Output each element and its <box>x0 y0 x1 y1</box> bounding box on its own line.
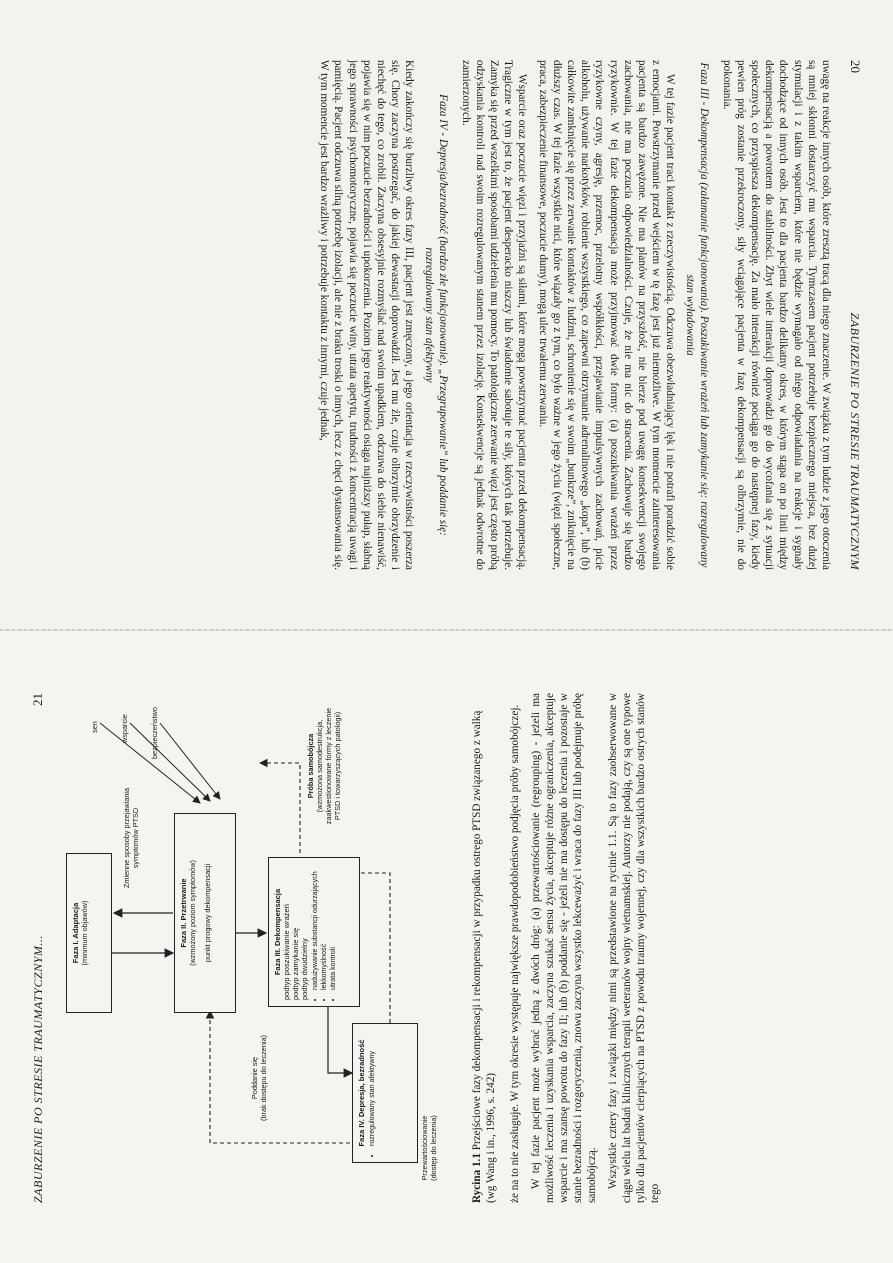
faza-3-bullets <box>311 864 338 1000</box>
faza-3-item: podtyp dwudzielny <box>300 938 309 1000</box>
box-faza-2 <box>174 813 236 1013</box>
faza-1-subtitle: (minimum objawów) <box>80 900 89 966</box>
proba-subtitle: (wzmożona samodestrukcja, zaakwestionowane formy z leczenie PTSD i towarzyszących patologii) <box>315 707 342 825</box>
paragraph: Wszystkie cztery fazy i związki między nimi są przedstawione na rycinie 1.1. Są to fazy zaobserwowane w ciągu wielu lat badań klinicznych terapii weteranów wojny wietnamskiej. Autorzy nie podają, czy są one typowe tylko dla pacjentów cierpiących na PTSD z powodu traumy wojennej, czy dla wszystkich bardzo ostrych stanów tego <box>606 693 662 1203</box>
arrow-suicide <box>260 763 300 853</box>
running-head-title: ZABURZENIE PO STRESIE TRAUMATYCZNYM... <box>31 935 45 1203</box>
section-heading-phase-3: Faza III - Dekompensacja (załamanie funkcjonowania). Poszukiwanie wrażeń lub zamykanie się: rozregulowany stan wyładowania <box>684 62 711 568</box>
page-21 <box>0 631 893 1263</box>
label-sen: sen <box>90 721 99 733</box>
paragraph: W tej fazie pacjent może wybrać jedną z dwóch dróg: (a) przewartościowanie (regrouping) - jeżeli ma możliwość leczenia i uzyskania wsparcia, zaczyna szukać sensu życia, akceptuje różne ograniczenia, akceptuje wsparcie i ma szansę powrotu do fazy II; lub (b) poddanie się - jeżeli nie ma dostępu do leczenia i pozostaje w stanie bezradności i rozgoryczenia, znowu zaczyna wszystko lekceważyć i wraca do fazy III lub podejmuje próbę samobójczą. <box>529 693 599 1203</box>
figure-1-1-diagram <box>60 693 460 1203</box>
faza-3-bullet: • nadużywanie substancji odurzających <box>311 864 320 990</box>
faza-2-subtitle: (wzmożony poziom symptomów) <box>188 860 197 966</box>
section-heading-phase-4: Faza IV - Depresja/bezradność (bardzo złe funkcjonowanie). „Przegrupowanie” lub poddanie się: rozregulowany stan afektywny <box>423 94 450 536</box>
paragraph: że na to nie zasługuje. W tym okresie występuje największe prawdopodobieństwo podjęcia próby samobójczej. <box>509 704 522 1203</box>
faza-4-bullet: • rozregulowany stan afektywny <box>368 1030 377 1146</box>
paragraph: uwagę na reakcje innych osób, które zresztą tracą dla niego znaczenie. W związku z tym ludzie z jego otoczenia są mniej skłonni dostarczyć mu wsparcia. Tymczasem pacjent potrzebuje bezpiecznego miejsca, bez dużej stymulacji i z takim wsparciem, które nie będzie wymagało od niego odpowiadania na reakcje i sygnały dochodzące od innych osób. Jest to dla pacjenta bardzo delikatny okres, w którym stąpa on po linii między dekompensacją a powrotem do stabilności. Zbyt wiele interakcji doprowadzi go do wycofania się z sytuacji społecznych, co przyspiesza dekompensację. Za mało interakcji również pociąga go do następnej fazy, kiedy pewien próg zostanie przekroczony, siły wciągające pacjenta w fazę dekompensacji są olbrzymie, nie do pokonania. <box>720 60 832 570</box>
box-faza-3 <box>268 857 360 1007</box>
proba-title: Próba samobójcza <box>306 733 315 799</box>
page-20-body <box>311 60 863 570</box>
faza-3-item: podtyp zamykanie się <box>291 927 300 1000</box>
przewart-subtitle: (dostęp do leczenia) <box>429 1115 438 1181</box>
page-21-rotated-content <box>0 631 893 1263</box>
faza-2-title: Faza II. Przetrwanie <box>179 878 188 948</box>
paragraph: Wsparcie oraz poczucie więzi i przyjaźni są siłami, które mogą powstrzymać pacjenta przed dekompensacją. Tragiczne w tym jest to, że pacjent desperacko niszczy lub świadomie sabotuje te siły, których tak potrzebuje. Zamyka się przed wszelkimi sposobami udzielenia mu pomocy. To patologiczne zerwanie więzi jest często próbą odzyskania kontroli nad swoim rozregulowanym stanem przez izolację. Konsekwencje są jednak odwrotne do zamierzonych. <box>459 60 529 570</box>
label-coping: Zmienne sposoby przejawiania symptomów PTSD <box>122 787 140 889</box>
page-number: 21 <box>30 693 45 706</box>
poddanie-title: Poddanie się <box>250 1056 259 1100</box>
label-przewartosciowanie <box>420 1093 438 1203</box>
faza-3-item: podtyp poszukiwanie wrażeń <box>282 904 291 1000</box>
przewart-title: Przewartościowanie <box>420 1115 429 1181</box>
caption-text: Przejściowe fazy dekompensacji i rekompensacji w przypadku ostrego PTSD związanego z walką (wg Wang i in., 1996, s. 242) <box>471 710 498 1203</box>
running-header <box>30 693 46 1203</box>
label-wsparcie: wsparcie <box>120 714 129 743</box>
faza-3-bullet: • lekkomyślność <box>320 864 329 990</box>
box-faza-1 <box>66 853 112 1013</box>
caption-label: Rycina 1.1 <box>471 1153 483 1203</box>
faza-1-title: Faza I. Adaptacja <box>71 902 80 964</box>
box-faza-4 <box>352 1023 418 1163</box>
running-head-title: ZABURZENIE PO STRESIE TRAUMATYCZNYM <box>848 312 862 570</box>
page-21-body <box>30 693 668 1203</box>
arrow-support <box>130 723 210 801</box>
paragraph: Kiedy zakończy się burzliwy okres fazy III, pacjent jest zmęczony, a jego orientacja w rzeczywistości poszerza się. Chory zaczyna postrzegać, do jakiej dewastacji doprowadził. Jest mu źle, czuje olbrzymie obrzydzenie i niechęć do tego, co zrobił. Zaczyna obsesyjnie rozmyślać nad swoim upadkiem, odczuwa do siebie nienawiść, pojawia się w nim poczucie bezradności i upokorzenia. Poziom jego reaktywności osiąga najniższy pułap, słabną jego sprawności psychomotoryczne, pojawia się poczucie winy, utrata apetytu, trudności z koncentracją uwagi i pamięcią. Pacjent odczuwa silną potrzebę izolacji, ale nie z braku troski o innych, lecz z chęci dystansowania się. W tym momencie jest bardzo wrażliwy i potrzebuje kontaktu z innymi, czuje jednak, <box>318 60 416 570</box>
faza-3-title: Faza III. Dekompensacja <box>273 888 282 976</box>
label-proba-samobojcza <box>306 701 342 831</box>
faza-2-threshold: punkt progowy dekompensacji <box>203 863 212 963</box>
faza-4-title: Faza IV. Depresja, bezradność <box>357 1039 366 1147</box>
label-bezpieczenstwo: bezpieczeństwo <box>150 707 159 759</box>
arrow-f4-f2-regroup <box>210 1011 350 1143</box>
arrow-f3-f4 <box>328 1007 352 1073</box>
page-number: 20 <box>848 60 863 73</box>
running-header <box>847 60 863 570</box>
faza-4-bullets <box>368 1030 377 1156</box>
paragraph: W tej fazie pacjent traci kontakt z rzeczywistością. Odczuwa obezwładniający lęk i nie potrafi poradzić sobie z emocjami. Powstrzymanie przed wejściem w tę fazę jest już niemożliwe. W tym momencie zainteresowania pacjenta są bardzo zawężone. Nie ma planów na przyszłość, nie bierze pod uwagę konsekwencji swojego zachowania, nie ma poczucia odpowiedzialności. Czuje, że nie ma nic do stracenia. Zachowuje się bardzo ryzykownie. W tej fazie dekompensacja może przyjmować dwie formy: (a) poszukiwania wrażeń przez ryzykowne czyny, agresję, przemoc, przelotny współkłości, przejawianie impulsywnych zachowań, picie alkoholu, używanie narkotyków, robienie wszystkiego, co zapewni otrzymanie adrenalinowego „kopa”, lub (b) całkowite zamknięcie się przez zerwanie kontaktów z ludźmi, schronienie się w swoim „bunkrze”, zniknięcie na dłuższy czas. W tej fazie wszystkie nici, które wiązały go z tym, co było ważne w jego życiu (więzi społeczne, praca, zabezpieczenie finansowe, poczucie dumy), mogą ulec trwałemu zerwaniu. <box>536 60 677 570</box>
faza-3-bullet: • utrata kontroli <box>329 864 338 990</box>
poddanie-subtitle: (brak dostępu do leczenia) <box>259 1035 268 1121</box>
figure-caption <box>470 693 498 1203</box>
label-poddanie <box>250 1023 268 1133</box>
